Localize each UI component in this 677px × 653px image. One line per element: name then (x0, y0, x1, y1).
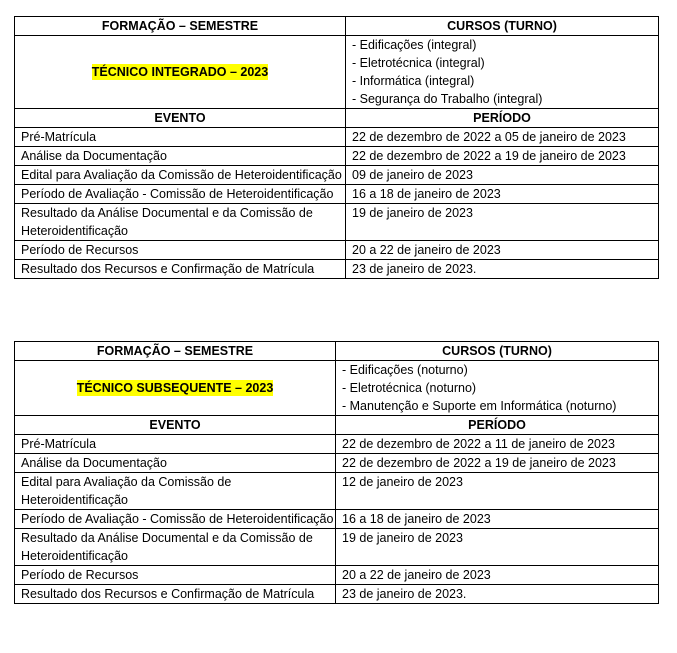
periodo-cell: 22 de dezembro de 2022 a 05 de janeiro de 2023 (346, 128, 659, 147)
header-cursos: CURSOS (TURNO) (346, 17, 659, 36)
table-row (15, 585, 659, 604)
periodo-cell: 22 de dezembro de 2022 a 11 de janeiro de 2023 (336, 435, 659, 454)
periodo-cell: 20 a 22 de janeiro de 2023 (336, 566, 659, 585)
table-row (15, 185, 659, 204)
evento-cell: Pré-Matrícula (15, 435, 336, 454)
evento-cell: Resultado dos Recursos e Confirmação de Matrícula (15, 260, 346, 279)
evento-cell: Edital para Avaliação da Comissão de Heteroidentificação (15, 473, 336, 510)
formacao-row (15, 361, 659, 416)
header-formacao: FORMAÇÃO – SEMESTRE (15, 17, 346, 36)
table-row (15, 166, 659, 185)
table-row (15, 510, 659, 529)
evento-cell: Período de Avaliação - Comissão de Heteroidentificação (15, 185, 346, 204)
periodo-cell: 19 de janeiro de 2023 (346, 204, 659, 241)
table-row (15, 147, 659, 166)
course-list (346, 36, 659, 109)
periodo-cell: 23 de janeiro de 2023. (336, 585, 659, 604)
evento-cell: Período de Recursos (15, 241, 346, 260)
header-periodo: PERÍODO (346, 109, 659, 128)
evento-cell: Período de Avaliação - Comissão de Heteroidentificação (15, 510, 336, 529)
periodo-cell: 16 a 18 de janeiro de 2023 (346, 185, 659, 204)
periodo-cell: 23 de janeiro de 2023. (346, 260, 659, 279)
course-item: - Edificações (integral) (352, 38, 477, 52)
table-row (15, 435, 659, 454)
periodo-cell: 09 de janeiro de 2023 (346, 166, 659, 185)
course-item: - Edificações (noturno) (342, 363, 468, 377)
course-item: - Manutenção e Suporte em Informática (noturno) (342, 399, 617, 413)
evento-cell: Edital para Avaliação da Comissão de Heteroidentificação (15, 166, 346, 185)
table-row (15, 454, 659, 473)
schedule-table-subsequente (14, 341, 659, 604)
table-row (15, 241, 659, 260)
periodo-cell: 22 de dezembro de 2022 a 19 de janeiro de 2023 (346, 147, 659, 166)
formacao-cell (15, 361, 336, 416)
header-row (15, 17, 659, 36)
table-row (15, 473, 659, 510)
course-item: - Eletrotécnica (integral) (352, 56, 485, 70)
evento-cell: Análise da Documentação (15, 147, 346, 166)
periodo-cell: 16 a 18 de janeiro de 2023 (336, 510, 659, 529)
evento-cell: Resultado da Análise Documental e da Comissão de Heteroidentificação (15, 204, 346, 241)
periodo-cell: 22 de dezembro de 2022 a 19 de janeiro de 2023 (336, 454, 659, 473)
event-header-row (15, 416, 659, 435)
table-row (15, 260, 659, 279)
table-row (15, 529, 659, 566)
course-item: - Segurança do Trabalho (integral) (352, 92, 543, 106)
header-formacao: FORMAÇÃO – SEMESTRE (15, 342, 336, 361)
header-row (15, 342, 659, 361)
event-header-row (15, 109, 659, 128)
evento-cell: Período de Recursos (15, 566, 336, 585)
evento-cell: Resultado dos Recursos e Confirmação de Matrícula (15, 585, 336, 604)
course-item: - Informática (integral) (352, 74, 475, 88)
schedule-table-integrado (14, 16, 659, 279)
header-periodo: PERÍODO (336, 416, 659, 435)
periodo-cell: 20 a 22 de janeiro de 2023 (346, 241, 659, 260)
table-row (15, 204, 659, 241)
table-row (15, 128, 659, 147)
table-row (15, 566, 659, 585)
header-evento: EVENTO (15, 109, 346, 128)
formacao-label: TÉCNICO SUBSEQUENTE – 2023 (76, 381, 274, 395)
periodo-cell: 12 de janeiro de 2023 (336, 473, 659, 510)
evento-cell: Resultado da Análise Documental e da Comissão de Heteroidentificação (15, 529, 336, 566)
evento-cell: Pré-Matrícula (15, 128, 346, 147)
header-evento: EVENTO (15, 416, 336, 435)
course-item: - Eletrotécnica (noturno) (342, 381, 477, 395)
course-list (336, 361, 659, 416)
formacao-label: TÉCNICO INTEGRADO – 2023 (91, 65, 269, 79)
evento-cell: Análise da Documentação (15, 454, 336, 473)
formacao-cell (15, 36, 346, 109)
periodo-cell: 19 de janeiro de 2023 (336, 529, 659, 566)
header-cursos: CURSOS (TURNO) (336, 342, 659, 361)
formacao-row (15, 36, 659, 109)
